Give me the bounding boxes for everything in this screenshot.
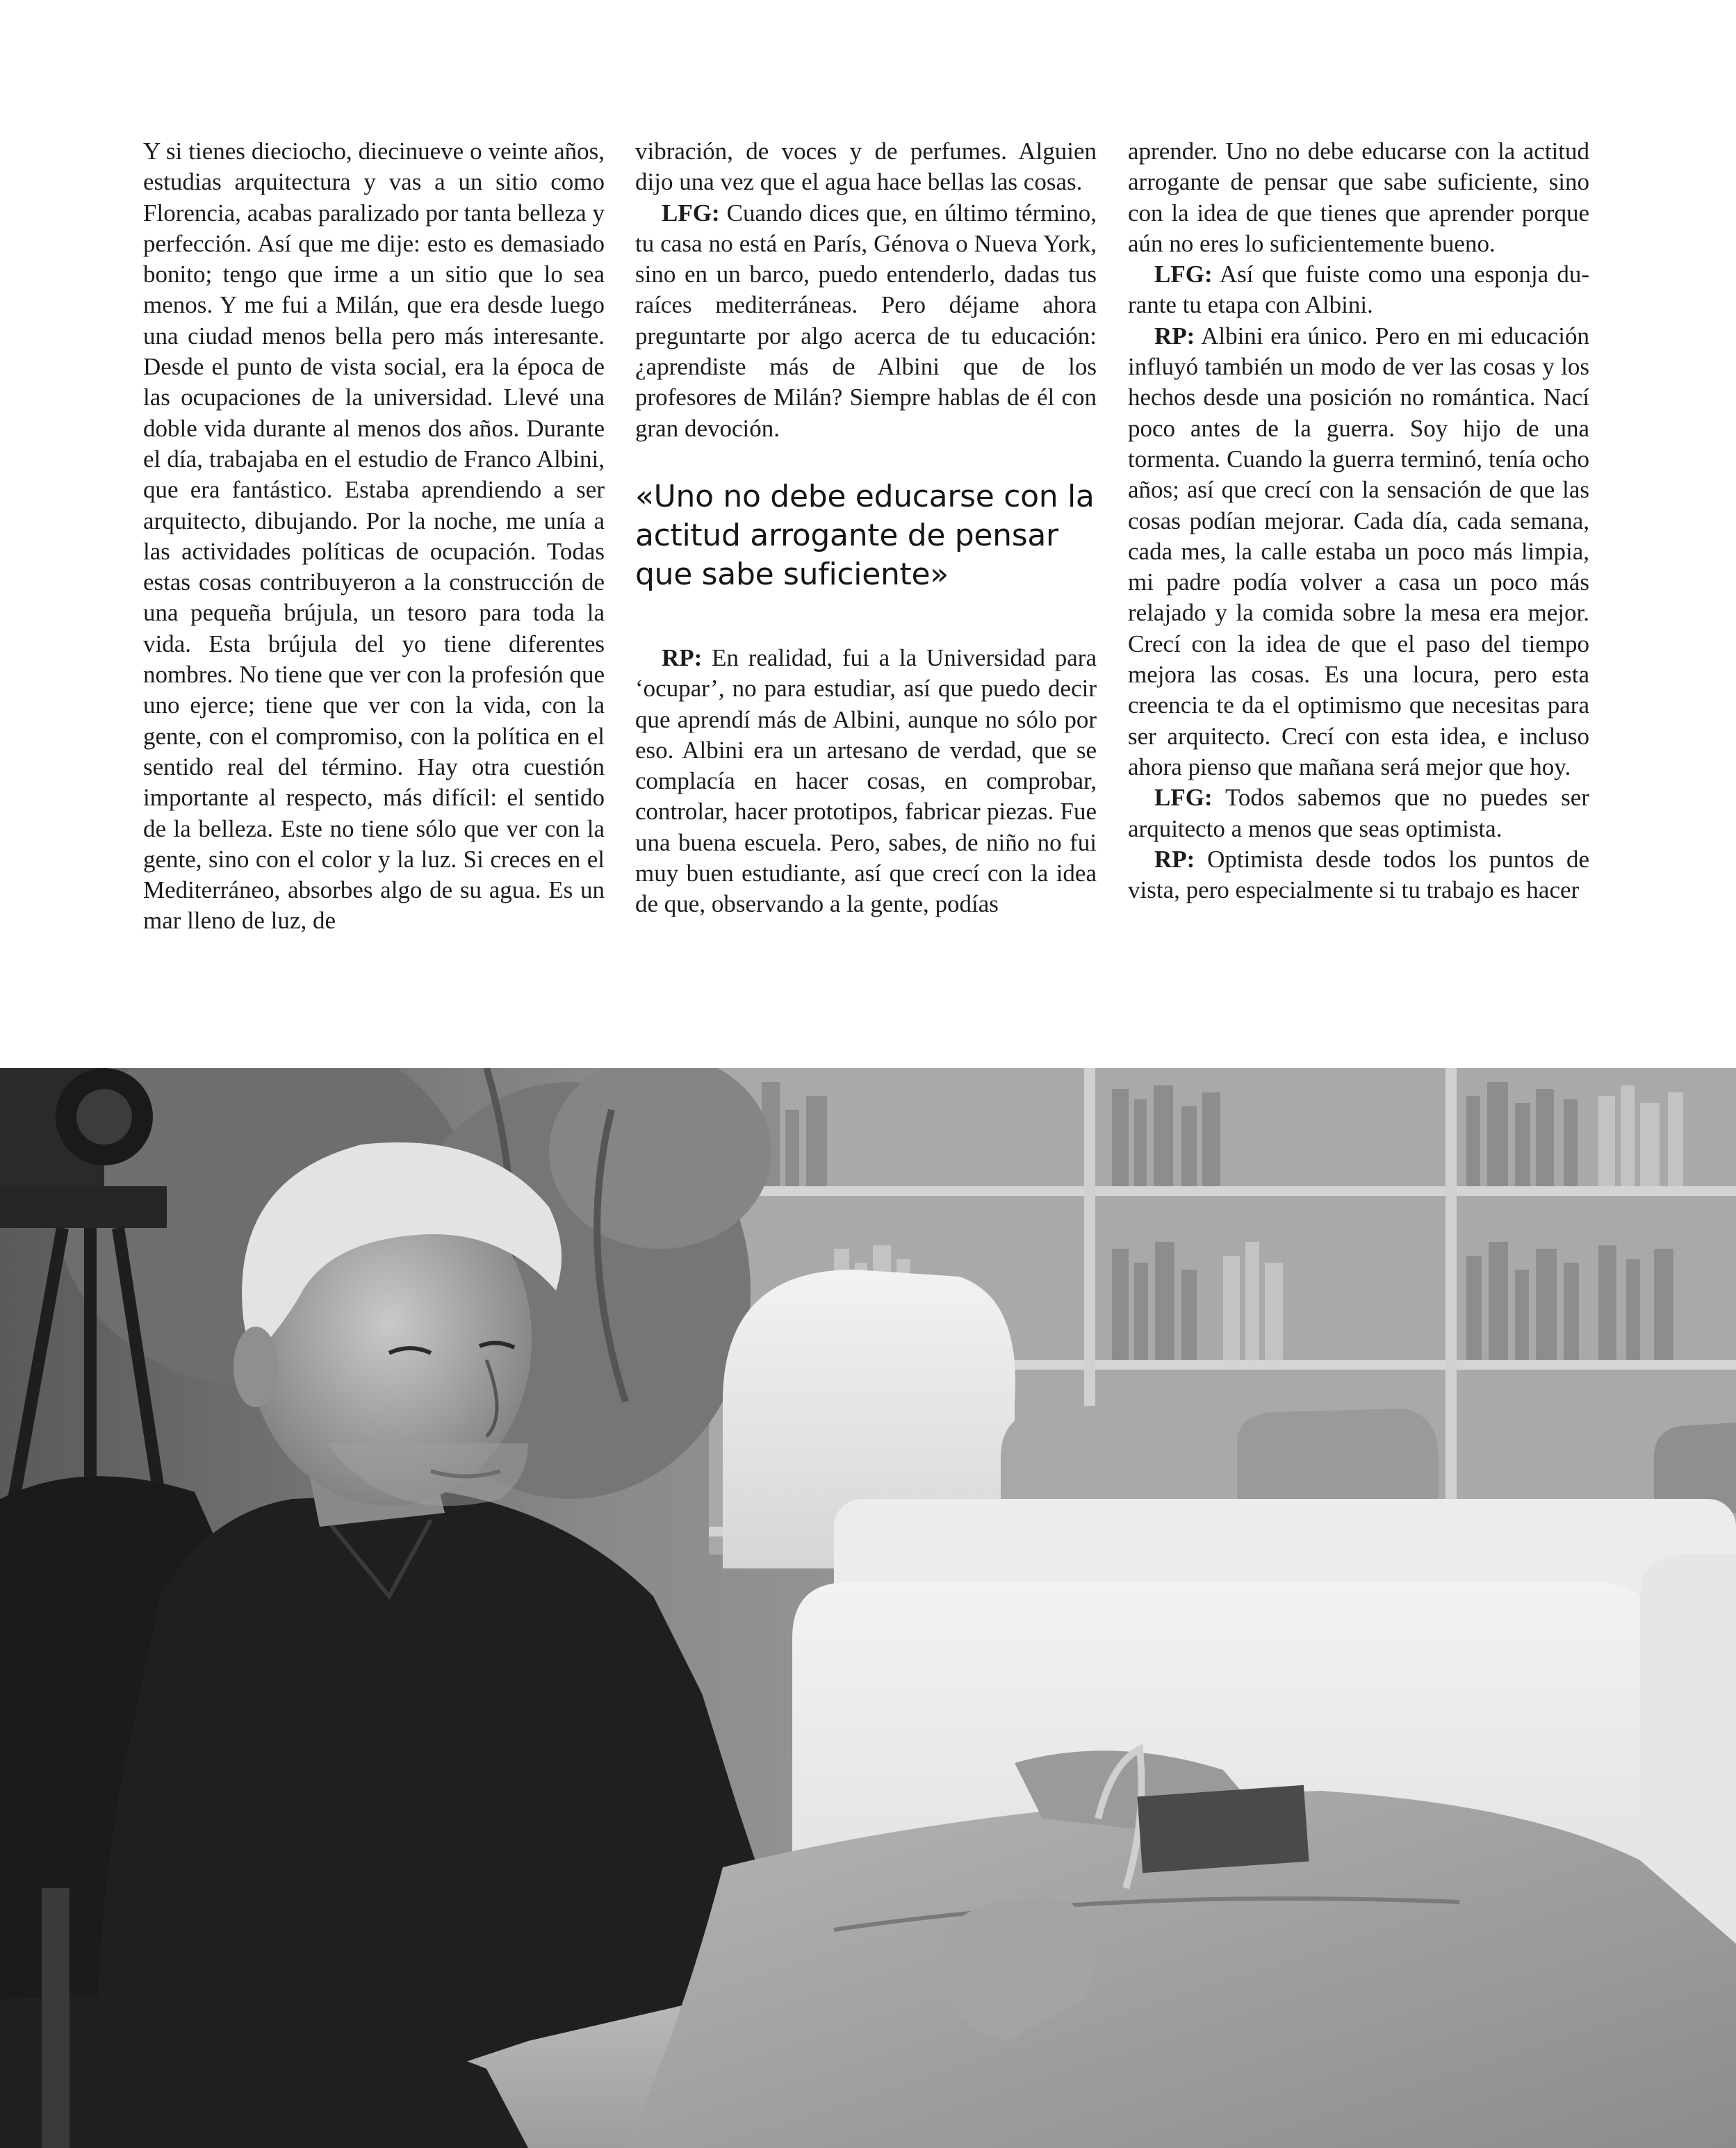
text-column-3 bbox=[1128, 136, 1589, 905]
paragraph-text: Cuando dices que, en último término, tu casa no está en París, Génova o Nueva York, sino en un barco, puedo entenderlo, dadas tus raíces mediterráneas. Pero déjame ahora preguntarte por algo acerca de tu educación: ¿aprendiste más de Albini que de los profesores de Milán? Siempre hablas de él con gran devoción. bbox=[635, 199, 1097, 442]
paragraph bbox=[1128, 844, 1589, 906]
paragraph bbox=[1128, 259, 1589, 321]
portrait-photo-illustration bbox=[0, 1068, 1736, 2148]
speaker-label: LFG: bbox=[1154, 261, 1213, 288]
text-column-1 bbox=[143, 136, 605, 937]
paragraph bbox=[1128, 782, 1589, 844]
paragraph-text: Todos sabemos que no puedes ser arquitecto a menos que seas optimista. bbox=[1128, 784, 1589, 842]
speaker-label: LFG: bbox=[662, 199, 720, 227]
speaker-label: RP: bbox=[1154, 845, 1195, 873]
pull-quote: «Uno no debe educarse con la actitud arrogante de pensar que sabe suficiente» bbox=[635, 478, 1095, 592]
paragraph-text: Albini era único. Pero en mi educación influyó también un modo de ver las cosas y los hechos desde una posición no romántica. Nací poco antes de la guerra. Soy hijo de una tormenta. Cuando la guerra terminó, tenía ocho años; así que crecí con la sensación de que las cosas podían mejorar. Cada día, cada semana, cada mes, la calle estaba un poco más limpia, mi padre podía volver a casa un poco más relajado y la comida sobre la mesa era mejor. Crecí con la idea de que el paso del tiempo mejora las cosas. Es una locura, pero esta creencia te da el optimismo que necesitas para ser arquitecto. Crecí con esta idea, e incluso ahora pienso que mañana será mejor que hoy. bbox=[1128, 322, 1589, 780]
paragraph bbox=[635, 198, 1097, 444]
portrait-photo bbox=[0, 1068, 1736, 2148]
paragraph: vibración, de voces y de perfumes. Alguien dijo una vez que el agua hace bellas las cosas. bbox=[635, 138, 1097, 196]
paragraph bbox=[635, 643, 1097, 920]
paragraph: Y si tienes dieciocho, diecinueve o veinte años, estudias arquitectura y vas a un sitio como Florencia, acabas paralizado por tanta belleza y perfección. Así que me dije: esto es demasiado bonito; tengo que irme a un sitio que lo sea menos. Y me fui a Milán, que era desde luego una ciudad menos bella pero más interesante. Desde el punto de vista social, era la época de las ocupaciones de la universidad. Llevé una doble vida durante al menos dos años. Durante el día, trabajaba en el estudio de Franco Albini, que era fantástico. Estaba aprendiendo a ser arquitecto, dibujando. Por la noche, me unía a las actividades políticas de ocupación. Todas estas cosas contribuyeron a la construcción de una pequeña brújula, un tesoro para toda la vida. Esta brújula del yo tiene diferentes nombres. No tiene que ver con la profesión que uno ejerce; tiene que ver con la vida, con la gente, con el compromiso, con la política en el sentido real del término. Hay otra cuestión importante al respecto, más difícil: el sentido de la belleza. Este no tiene sólo que ver con la gente, sino con el color y la luz. Si creces en el Mediterráneo, absorbes algo de su agua. Es un mar lleno de luz, de bbox=[143, 138, 605, 935]
paragraph-text: En realidad, fui a la Universidad para ‘ocupar’, no para estudiar, así que puedo decir que aprendí más de Albini, aunque no sólo por eso. Albini era un artesano de verdad, que se complacía en hacer cosas, en comprobar, controlar, hacer prototipos, fabricar piezas. Fue una buena escuela. Pero, sabes, de niño no fui muy buen estudiante, así que crecí con la idea de que, observando a la gente, podías bbox=[635, 643, 1097, 918]
speaker-label: RP: bbox=[662, 643, 703, 671]
paragraph-text: Optimista desde todos los puntos de vista, pero especialmente si tu trabajo es hacer bbox=[1128, 845, 1589, 904]
speaker-label: RP: bbox=[1154, 322, 1195, 350]
paragraph bbox=[1128, 321, 1589, 782]
speaker-label: LFG: bbox=[1154, 784, 1213, 812]
paragraph: aprender. Uno no debe educarse con la actitud arrogante de pensar que sabe suficiente, sino con la idea de que tienes que aprender porque aún no eres lo suficientemente bueno. bbox=[1128, 138, 1589, 257]
paragraph-text: Así que fuiste como una esponja durante tu etapa con Albini. bbox=[1128, 261, 1589, 319]
text-column-2 bbox=[635, 136, 1097, 920]
